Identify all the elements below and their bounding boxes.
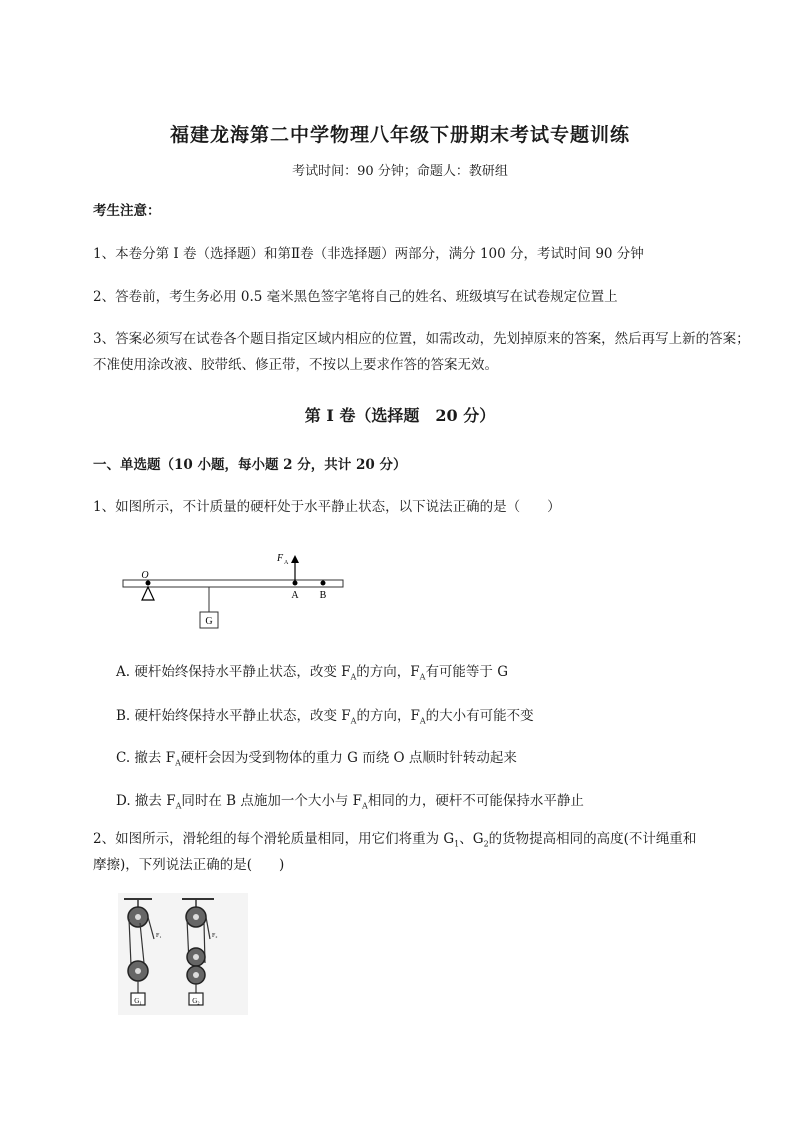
page-title: 福建龙海第二中学物理八年级下册期末考试专题训练 [169, 124, 630, 146]
q1-stem: 1、如图所示，不计质量的硬杆处于水平静止状态，以下说法正确的是（ ） [93, 499, 561, 515]
fig-label-g1: G₁ [134, 997, 142, 1005]
q1-option-c: C. 撤去 $F_A$硬杆会因为受到物体的重力 G 而绕 O 点顺时针转动起来 [116, 750, 517, 768]
lever-figure [115, 548, 355, 632]
fig-label-g: G [205, 616, 213, 627]
notice-item-3: 3、答案必须写在试卷各个题目指定区域内相应的位置，如需改动，先划掉原来的答案，然后再写上新的答案；不准使用涂改液、胶带纸、修正带，不按以上要求作答的答案无效。 [93, 331, 750, 373]
fig-label-b: B [319, 590, 327, 601]
q1-option-d: D. 撤去 $F_A$同时在 B 点施加一个大小与 $F_A$相同的力，硬杆不可能保持水平静止 [116, 793, 584, 811]
section-title: 第 I 卷（选择题 20 分） [304, 406, 496, 425]
q1-option-a: A. 硬杆始终保持水平静止状态，改变 $F_A$的方向，$F_A$有可能等于 G [116, 664, 509, 682]
fig-label-f-sub: A [284, 560, 289, 566]
pulley-figure [118, 893, 248, 1015]
q2-stem-line2: 摩擦)，下列说法正确的是( ) [93, 857, 285, 873]
page-subtitle: 考试时间：90 分钟；命题人：教研组 [292, 164, 508, 179]
fig-label-o: O [141, 570, 149, 581]
notice-item-2: 2、答卷前，考生务必用 0.5 毫米黑色签字笔将自己的姓名、班级填写在试卷规定位置上 [93, 289, 618, 305]
q1-option-b: B. 硬杆始终保持水平静止状态，改变 $F_A$的方向，$F_A$的大小有可能不变 [116, 708, 534, 726]
fig-label-f1: F₁ [156, 933, 162, 939]
fig-label-f2: F₂ [212, 933, 218, 939]
fig-label-a: A [291, 590, 299, 601]
fig-label-g2: G₂ [192, 997, 200, 1005]
part-heading: 一、单选题（10 小题，每小题 2 分，共计 20 分） [93, 457, 407, 473]
notice-heading: 考生注意： [93, 203, 161, 219]
q2-stem-line1: 2、如图所示，滑轮组的每个滑轮质量相同，用它们将重为 $G_1$、$G_2$的货物提高相同的高度(不计绳重和 [93, 831, 697, 849]
fig-label-f: F [277, 553, 284, 564]
notice-item-1: 1、本卷分第 I 卷（选择题）和第Ⅱ卷（非选择题）两部分，满分 100 分，考试时间 90 分钟 [93, 246, 644, 262]
